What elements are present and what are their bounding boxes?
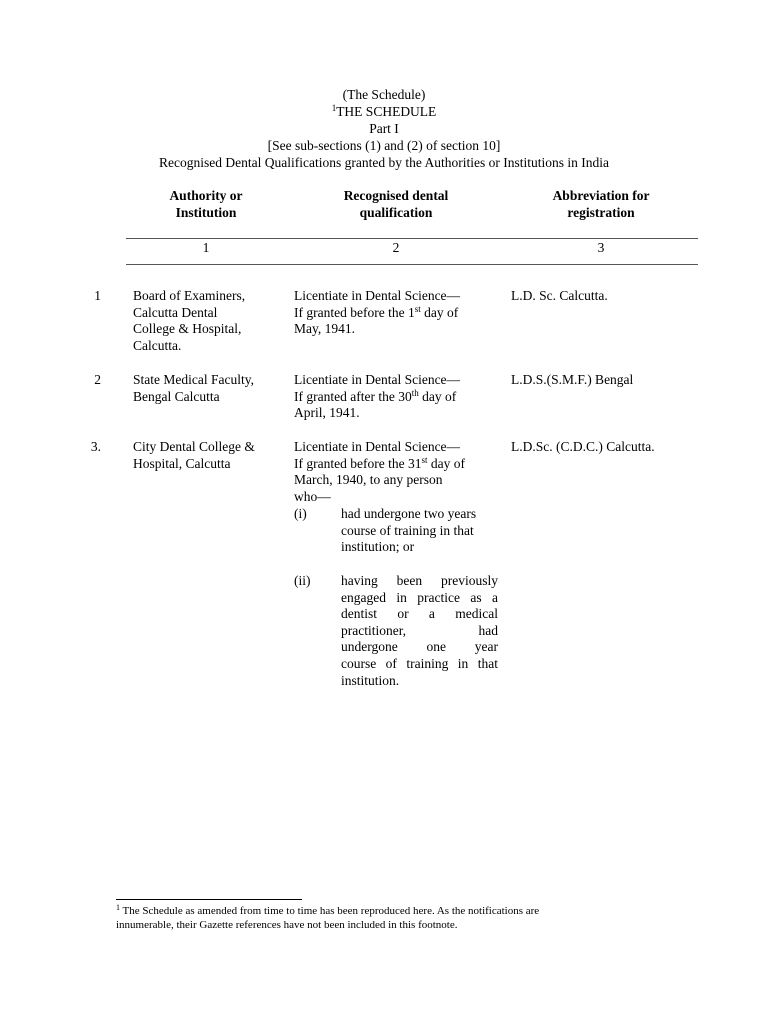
sub-item-label: (ii): [294, 573, 311, 588]
table-rule-top: [126, 238, 698, 239]
footnote-ref-mark: 1: [331, 103, 337, 113]
authority-line: Board of Examiners,: [133, 288, 246, 303]
qualification-cell: [294, 439, 504, 505]
ordinal-suffix: st: [414, 303, 421, 314]
qualification-line: [294, 389, 504, 406]
qualification-text: day of: [418, 388, 457, 404]
authority-cell: [133, 288, 283, 354]
qualification-line: May, 1941.: [294, 321, 355, 337]
row-number: 3.: [90, 439, 101, 454]
column-number: 1: [202, 240, 210, 255]
authority-cell: [133, 372, 283, 405]
sub-item-line: institution.: [341, 672, 400, 688]
ordinal-suffix: st: [421, 454, 428, 465]
column-header-authority: [126, 188, 286, 221]
authority-line: Calcutta.: [133, 337, 182, 353]
qualification-line: Licentiate in Dental Science—: [294, 288, 461, 303]
sub-item-line: undergone one year: [341, 639, 498, 655]
schedule-title: [0, 104, 768, 121]
footnote-separator: [116, 899, 302, 900]
qualification-cell: [294, 372, 504, 422]
sub-item-text: [341, 573, 498, 689]
qualification-line: March, 1940, to any person: [294, 472, 443, 488]
abbreviation-cell: L.D.Sc. (C.D.C.) Calcutta.: [511, 439, 655, 454]
column-header-qualification: [306, 188, 486, 221]
table-caption: Recognised Dental Qualifications granted by the Authorities or Institutions in India: [159, 155, 609, 170]
schedule-caption: (The Schedule): [342, 87, 426, 102]
qualification-text: day of: [427, 455, 465, 471]
sub-item-line: course of training in that: [341, 655, 498, 671]
sub-item-line: had undergone two years: [341, 506, 477, 521]
qualification-text: If granted before the 31: [294, 455, 422, 471]
qualification-line: [294, 456, 504, 473]
footnote: [116, 905, 636, 932]
column-number: 2: [392, 240, 400, 255]
header-line: Abbreviation for: [552, 188, 650, 203]
qualification-line: who—: [294, 488, 331, 504]
authority-line: Bengal Calcutta: [133, 388, 220, 404]
ordinal-suffix: th: [411, 387, 419, 398]
section-reference: [See sub-sections (1) and (2) of section 10]: [267, 138, 501, 153]
authority-line: College & Hospital,: [133, 321, 242, 337]
header-line: Recognised dental: [343, 188, 449, 203]
authority-line: State Medical Faculty,: [133, 372, 254, 387]
sub-item-line: dentist or a medical: [341, 606, 498, 622]
abbreviation-cell: L.D.S.(S.M.F.) Bengal: [511, 372, 634, 387]
footnote-line: innumerable, their Gazette references have not been included in this footnote.: [116, 918, 458, 931]
header-line: Authority or: [169, 188, 243, 203]
sub-item-line: engaged in practice as a: [341, 589, 498, 605]
abbreviation-cell: L.D. Sc. Calcutta.: [511, 288, 608, 303]
sub-item-line: having been previously: [341, 573, 498, 588]
qualification-cell: [294, 288, 504, 338]
authority-line: Calcutta Dental: [133, 304, 218, 320]
qualification-text: If granted before the 1: [294, 304, 415, 320]
sub-item-label: (i): [294, 506, 307, 521]
sub-item-line: institution; or: [341, 539, 415, 555]
qualification-line: [294, 305, 504, 322]
header-line: qualification: [359, 204, 433, 220]
qualification-text: If granted after the 30: [294, 388, 412, 404]
sub-item-text: [341, 506, 498, 556]
footnote-text: The Schedule as amended from time to time has been reproduced here. As the notifications are: [120, 905, 540, 917]
column-number: 3: [597, 240, 605, 255]
header-line: registration: [567, 204, 635, 220]
authority-line: City Dental College &: [133, 439, 255, 454]
qualification-line: Licentiate in Dental Science—: [294, 372, 461, 387]
footnote-line: [116, 905, 636, 919]
authority-cell: [133, 439, 283, 472]
authority-line: Hospital, Calcutta: [133, 455, 231, 471]
schedule-title-text: THE SCHEDULE: [336, 104, 437, 119]
sub-item-line: course of training in that: [341, 522, 474, 538]
sub-item-line: practitioner, had: [341, 622, 498, 638]
qualification-text: day of: [420, 304, 459, 320]
part-title: Part I: [369, 121, 399, 136]
qualification-line: Licentiate in Dental Science—: [294, 439, 461, 454]
column-header-abbreviation: [516, 188, 686, 221]
header-line: Institution: [175, 204, 237, 220]
footnote-mark: 1: [116, 903, 120, 912]
row-number: 1: [94, 288, 101, 303]
row-number: 2: [94, 372, 101, 387]
qualification-line: April, 1941.: [294, 405, 360, 421]
table-rule-bottom: [126, 264, 698, 265]
